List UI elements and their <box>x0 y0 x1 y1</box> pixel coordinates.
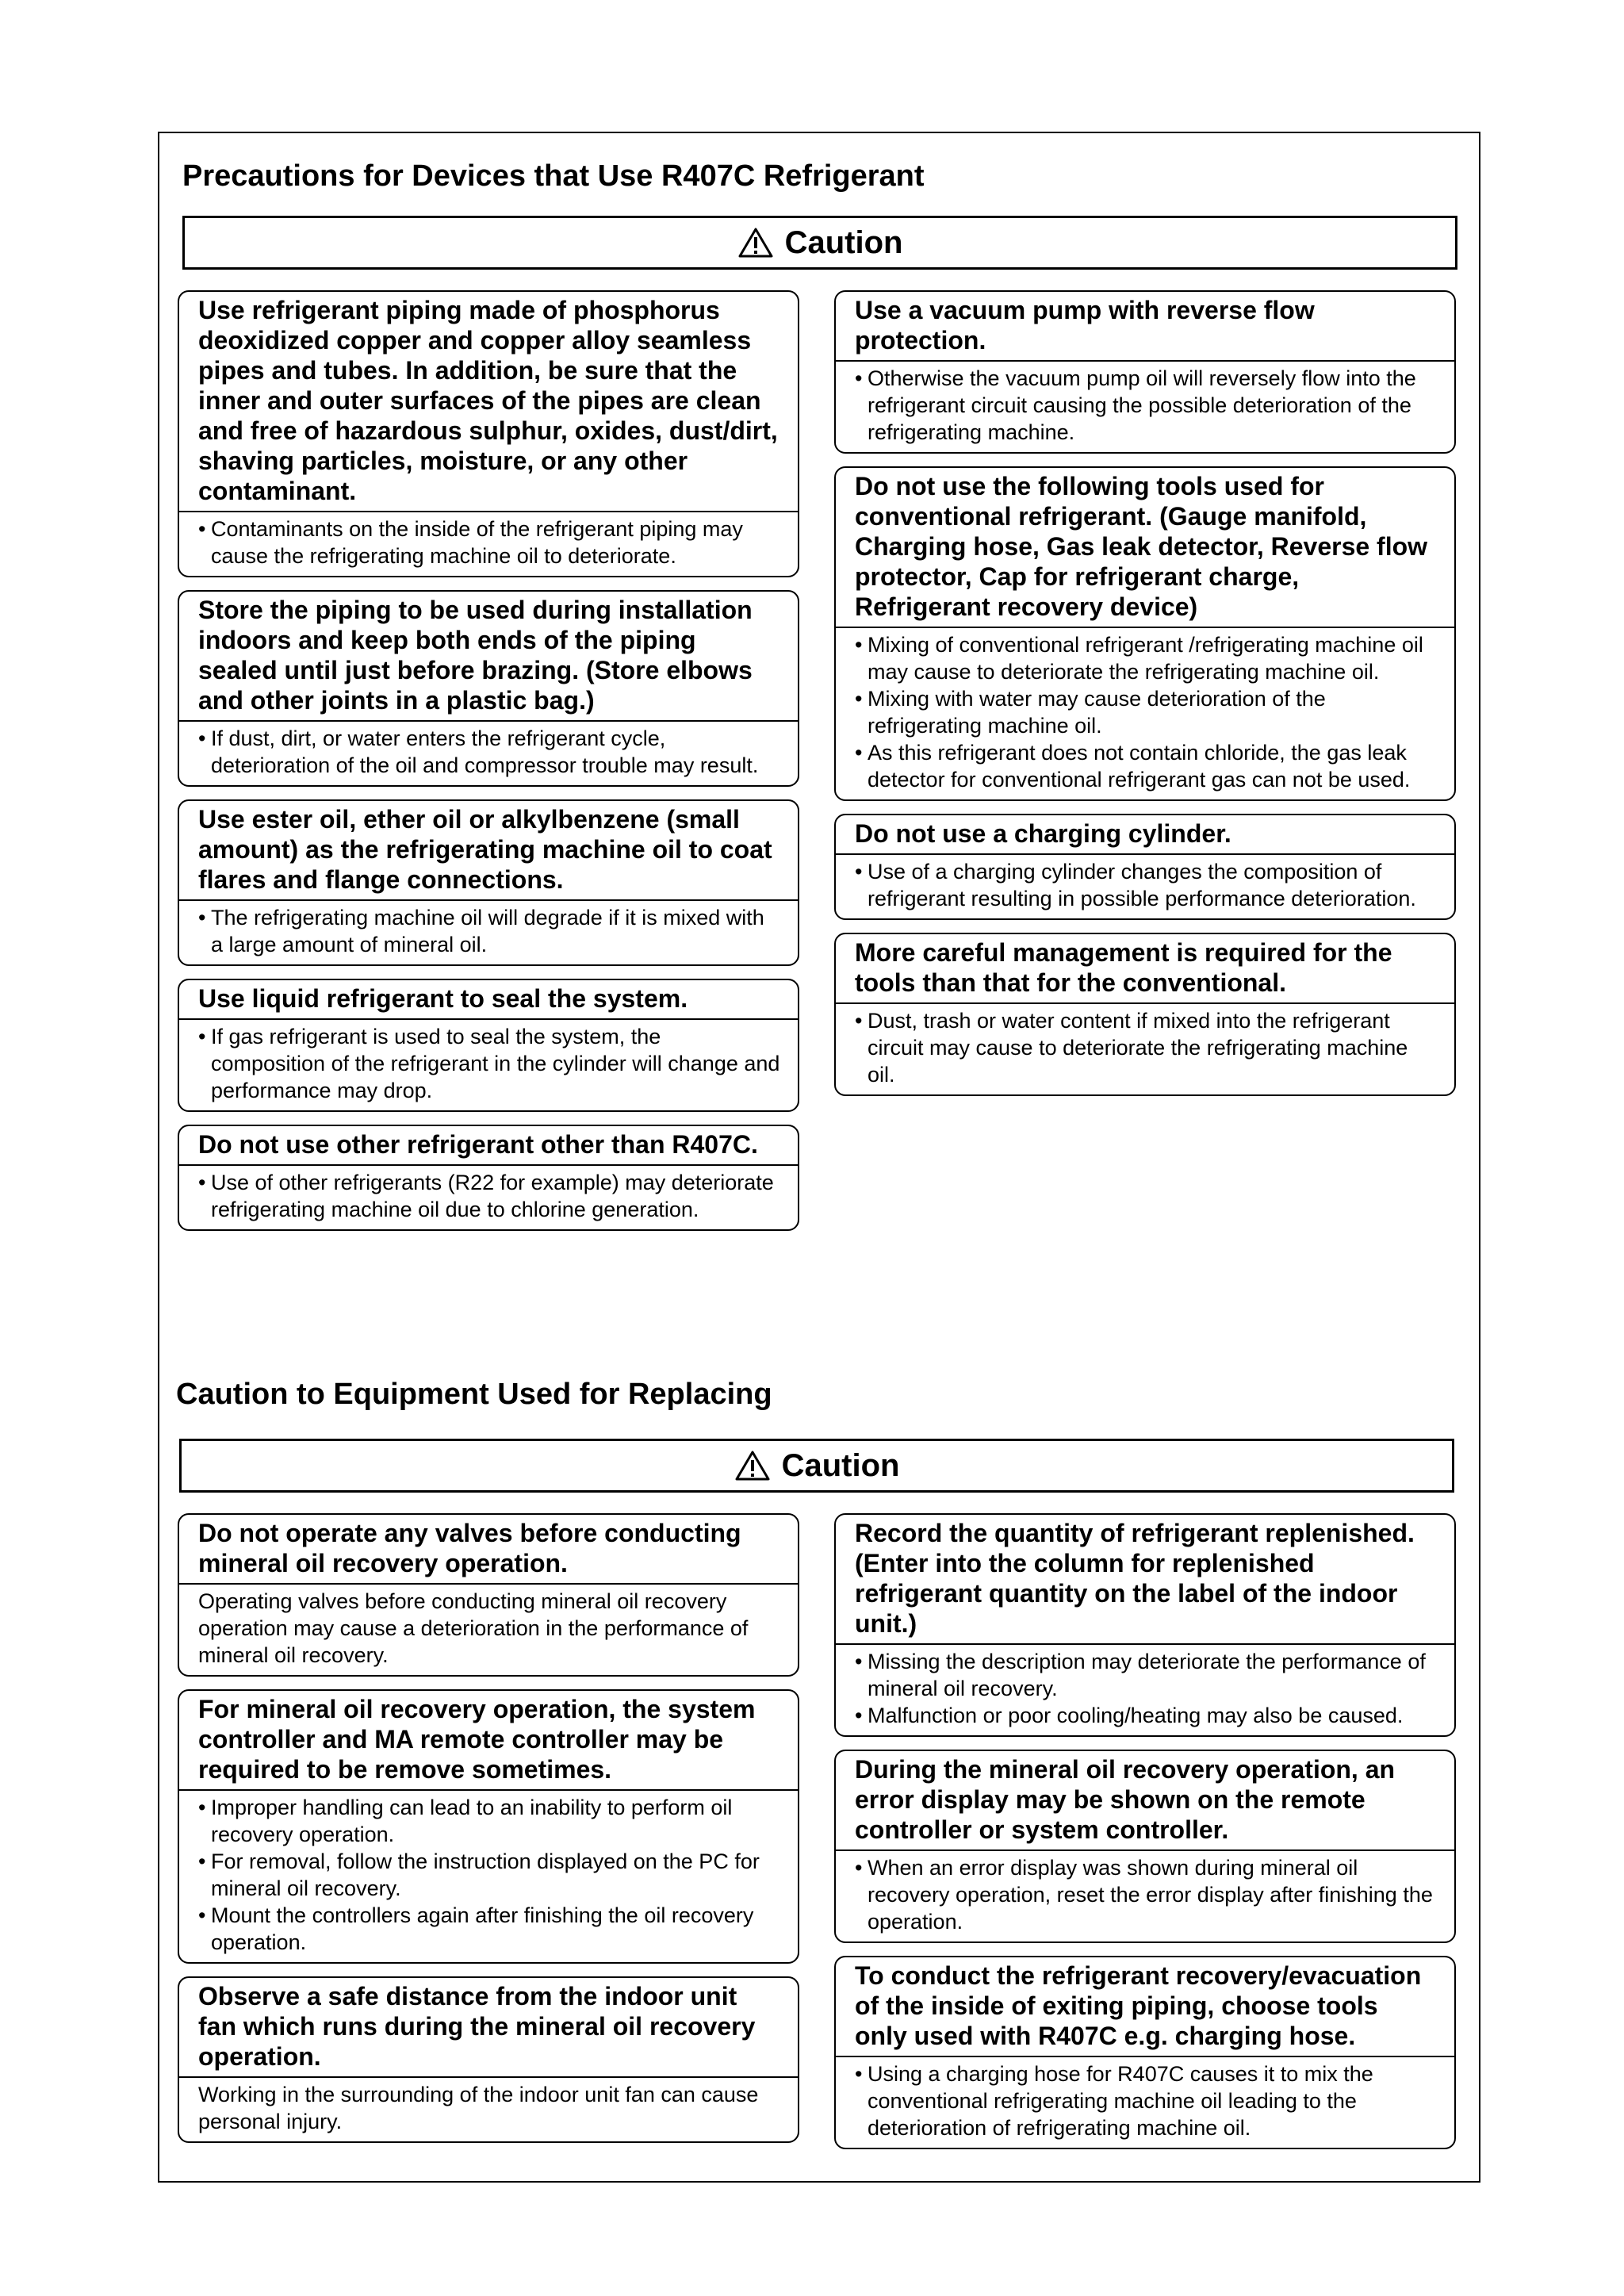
section1-right-column <box>834 290 1456 1109</box>
caution-heading: Do not use the following tools used for conventional refrigerant. (Gauge manifold, Charging hose, Gas leak detector, Reverse flow protector, Cap for refrigerant charge, Refrigerant recovery device) <box>836 468 1454 628</box>
caution-heading: For mineral oil recovery operation, the system controller and MA remote controller may be required to be remove sometimes. <box>179 1691 798 1791</box>
caution-box <box>178 290 799 577</box>
caution-box <box>178 1125 799 1231</box>
section1-caution-label: Caution <box>784 224 903 260</box>
caution-box <box>834 1956 1456 2149</box>
caution-heading: Store the piping to be used during installation indoors and keep both ends of the piping sealed until just before brazing. (Store elbows and other joints in a plastic bag.) <box>179 592 798 722</box>
caution-bullet: • Use of other refrigerants (R22 for example) may deteriorate refrigerating machine oil due to chlorine generation. <box>198 1169 780 1223</box>
caution-box <box>178 979 799 1112</box>
caution-bullet: • Use of a charging cylinder changes the composition of refrigerant resulting in possible performance deterioration. <box>855 858 1437 912</box>
caution-box <box>834 933 1456 1096</box>
caution-heading: During the mineral oil recovery operation, an error display may be shown on the remote controller or system controller. <box>836 1751 1454 1851</box>
caution-box <box>834 1513 1456 1737</box>
caution-bullet: • As this refrigerant does not contain chloride, the gas leak detector for conventional refrigerant gas can not be used. <box>855 739 1437 793</box>
caution-heading: Use refrigerant piping made of phosphorus deoxidized copper and copper alloy seamless pipes and tubes. In addition, be sure that the inner and outer surfaces of the pipes are clean and free of hazardous sulphur, oxides, dust/dirt, shaving particles, moisture, or any other contaminant. <box>179 292 798 512</box>
section1-title: Precautions for Devices that Use R407C Refrigerant <box>182 159 925 193</box>
warning-triangle-icon <box>737 227 774 259</box>
caution-bullet: • The refrigerating machine oil will degrade if it is mixed with a large amount of mineral oil. <box>198 904 780 958</box>
caution-box <box>834 466 1456 801</box>
caution-bullet: • Otherwise the vacuum pump oil will reversely flow into the refrigerant circuit causing the possible deterioration of the refrigerating machine. <box>855 365 1437 446</box>
caution-bullet: • If gas refrigerant is used to seal the system, the composition of the refrigerant in the cylinder will change and performance may drop. <box>198 1023 780 1104</box>
warning-triangle-icon <box>734 1450 771 1481</box>
caution-box <box>178 1689 799 1964</box>
caution-heading: Use a vacuum pump with reverse flow protection. <box>836 292 1454 362</box>
section2-caution-bar <box>179 1439 1454 1493</box>
caution-heading: Use ester oil, ether oil or alkylbenzene (small amount) as the refrigerating machine oil to coat flares and flange connections. <box>179 801 798 901</box>
section1-left-column <box>178 290 799 1244</box>
caution-bullet: • Mixing of conventional refrigerant /refrigerating machine oil may cause to deteriorate the refrigerating machine oil. <box>855 631 1437 685</box>
caution-heading: Do not use other refrigerant other than R407C. <box>179 1126 798 1166</box>
caution-box <box>178 590 799 787</box>
caution-heading: Do not operate any valves before conducting mineral oil recovery operation. <box>179 1515 798 1585</box>
caution-bullet: • If dust, dirt, or water enters the refrigerant cycle, deterioration of the oil and compressor trouble may result. <box>198 725 780 779</box>
caution-heading: Record the quantity of refrigerant replenished. (Enter into the column for replenished refrigerant quantity on the label of the indoor unit.) <box>836 1515 1454 1645</box>
section2-caution-label: Caution <box>781 1447 900 1483</box>
section1-caution-bar <box>182 216 1457 270</box>
section2-right-column <box>834 1513 1456 2162</box>
caution-bullet: • Using a charging hose for R407C causes it to mix the conventional refrigerating machine oil leading to the deterioration of refrigerating machine oil. <box>855 2060 1437 2141</box>
caution-heading: Use liquid refrigerant to seal the system. <box>179 980 798 1020</box>
caution-box <box>178 1513 799 1677</box>
caution-bullet: • Contaminants on the inside of the refrigerant piping may cause the refrigerating machine oil to deteriorate. <box>198 516 780 569</box>
section2-left-column <box>178 1513 799 2156</box>
caution-box <box>834 290 1456 454</box>
caution-heading: Do not use a charging cylinder. <box>836 815 1454 855</box>
caution-box <box>178 1976 799 2143</box>
caution-bullet: • Improper handling can lead to an inability to perform oil recovery operation. <box>198 1794 780 1848</box>
caution-box <box>834 814 1456 920</box>
caution-text: Working in the surrounding of the indoor unit fan can cause personal injury. <box>198 2083 759 2133</box>
caution-box <box>834 1750 1456 1943</box>
caution-bullet: • For removal, follow the instruction displayed on the PC for mineral oil recovery. <box>198 1848 780 1902</box>
caution-text: Operating valves before conducting mineral oil recovery operation may cause a deterioration in the performance of mineral oil recovery. <box>198 1589 749 1667</box>
caution-bullet: • When an error display was shown during mineral oil recovery operation, reset the error display after finishing the operation. <box>855 1854 1437 1935</box>
caution-bullet: • Mount the controllers again after finishing the oil recovery operation. <box>198 1902 780 1956</box>
caution-bullet: • Missing the description may deteriorate the performance of mineral oil recovery. <box>855 1648 1437 1702</box>
caution-bullet: • Malfunction or poor cooling/heating may also be caused. <box>855 1702 1437 1729</box>
caution-bullet: • Dust, trash or water content if mixed into the refrigerant circuit may cause to deteriorate the refrigerating machine oil. <box>855 1007 1437 1088</box>
caution-box <box>178 799 799 966</box>
section2-title: Caution to Equipment Used for Replacing <box>176 1378 772 1411</box>
caution-heading: To conduct the refrigerant recovery/evacuation of the inside of exiting piping, choose tools only used with R407C e.g. charging hose. <box>836 1957 1454 2057</box>
caution-heading: Observe a safe distance from the indoor unit fan which runs during the mineral oil recovery operation. <box>179 1978 798 2078</box>
caution-bullet: • Mixing with water may cause deterioration of the refrigerating machine oil. <box>855 685 1437 739</box>
caution-heading: More careful management is required for the tools than that for the conventional. <box>836 934 1454 1004</box>
